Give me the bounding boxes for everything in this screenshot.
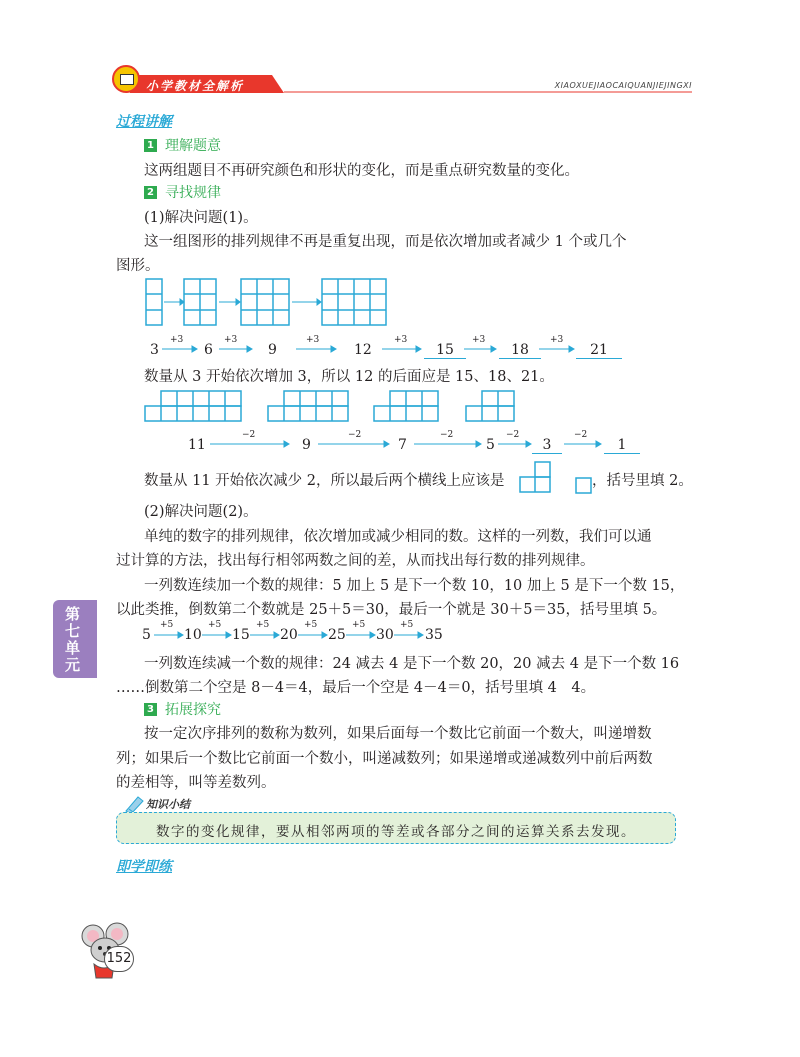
step3-title: 拓展探究 [165,702,221,718]
step2-title: 寻找规律 [165,185,221,201]
para1-line1: 这一组图形的排列规律不再是重复出现，而是依次增加或者减少 1 个或几个 [144,234,627,250]
para3-line1: 一列数连续加一个数的规律：5 加上 5 是下一个数 10，10 加上 5 是下一个数 15， [144,578,685,594]
summary-box [116,812,676,844]
seq3-number: 15 [232,627,250,643]
seq1-op-label: +3 [306,335,320,345]
grid-figures-increasing [144,277,394,329]
seq1-op-label: +3 [224,335,238,345]
seq2-explanation-b: ，括号里填 2。 [592,473,693,489]
header-bar [112,71,692,97]
side-chapter-tab-text: 第七单元 [65,605,81,674]
para4-line2: ……倒数第二个空是 8－4＝4，最后一个空是 4－4＝0，括号里填 4 4。 [116,680,596,696]
step3-line3: 的差相等，叫等差数列。 [116,775,276,791]
seq2-op-label: −2 [242,430,256,440]
seq2-number: 7 [398,437,407,453]
seq1-number: 3 [150,342,159,358]
seq1-op-label: +3 [394,335,408,345]
para4-line1: 一列数连续减一个数的规律：24 减去 4 是下一个数 20，20 减去 4 是下一个数 16 [144,656,680,672]
seq1-number: 6 [204,342,213,358]
summary-label: 知识小结 [146,798,190,811]
sequence-3 [140,620,460,648]
seq2-number: 11 [188,437,206,453]
seq1-op-label: +3 [170,335,184,345]
page-number: 152 [106,951,132,966]
seq2-number: 9 [302,437,311,453]
seq3-op-label: +5 [256,620,270,630]
seq3-op-label: +5 [208,620,222,630]
section-title-process: 过程讲解 [116,114,172,130]
seq1-number: 9 [268,342,277,358]
step3-line1: 按一定次序排列的数称为数列，如果后面每一个数比它前面一个数大，叫递增数 [144,726,652,742]
seq2-op-label: −2 [574,430,588,440]
increasing-grids-drawing [144,277,394,329]
grid-figures-decreasing [144,388,524,424]
sequence-2 [186,427,646,459]
para2-line2: 过计算的方法，找出每行相邻两数之间的差，从而找出每行数的排列规律。 [116,553,595,569]
step1-number-badge: 1 [144,139,157,152]
seq2-answer: 1 [604,437,640,454]
seq3-number: 10 [184,627,202,643]
seq3-number: 5 [142,627,151,643]
seq1-op-label: +3 [472,335,486,345]
seq3-op-label: +5 [400,620,414,630]
sub-question-1: (1)解决问题(1)。 [144,210,258,226]
seq3-op-label: +5 [352,620,366,630]
step2-number-badge: 2 [144,186,157,199]
seq1-number: 12 [354,342,372,358]
section-title-practice: 即学即练 [116,859,172,875]
seq2-answer: 3 [532,437,562,454]
seq1-answer: 15 [424,342,466,359]
seq2-op-label: −2 [506,430,520,440]
book-logo-icon [112,65,140,93]
summary-text: 数字的变化规律，要从相邻两项的等差或各部分之间的运算关系去发现。 [156,824,636,840]
seq1-answer: 21 [576,342,622,359]
para2-line1: 单纯的数字的排列规律，依次增加或减少相同的数。这样的一列数，我们可以通 [144,529,652,545]
seq3-number: 25 [328,627,346,643]
step3-line2: 列；如果后一个数比它前面一个数小，叫递减数列；如果递增或递减数列中前后两数 [116,751,653,767]
seq3-op-label: +5 [160,620,174,630]
decreasing-grids-drawing [144,388,524,424]
seq2-op-label: −2 [440,430,454,440]
seq3-number: 30 [376,627,394,643]
seq3-op-label: +5 [304,620,318,630]
page-number-badge [104,946,134,972]
seq3-number: 35 [425,627,443,643]
seq1-op-label: +3 [550,335,564,345]
inline-figure-answer-2 [574,476,594,496]
seq1-answer: 18 [499,342,541,359]
book-title: 小学教材全解析 [146,79,245,93]
seq2-explanation-a: 数量从 11 开始依次减少 2，所以最后两个横线上应该是 [144,473,505,489]
inline-figure-answer-1 [518,460,554,496]
seq3-number: 20 [280,627,298,643]
seq2-number: 5 [486,437,495,453]
header-pinyin: XIAOXUEJIAOCAIQUANJIEJINGXI [554,81,692,90]
step3-number-badge: 3 [144,703,157,716]
sequence-1 [144,332,644,364]
side-chapter-tab [53,600,97,678]
para3-line2: 以此类推，倒数第二个数就是 25＋5＝30，最后一个就是 30＋5＝35，括号里填 5。 [116,602,667,618]
step1-text: 这两组题目不再研究颜色和形状的变化，而是重点研究数量的变化。 [144,163,579,179]
para1-line2: 图形。 [116,258,160,274]
seq1-explanation: 数量从 3 开始依次增加 3，所以 12 的后面应是 15、18、21。 [144,369,554,385]
sub-question-2: (2)解决问题(2)。 [144,504,258,520]
step1-title: 理解题意 [165,138,221,154]
seq2-op-label: −2 [348,430,362,440]
